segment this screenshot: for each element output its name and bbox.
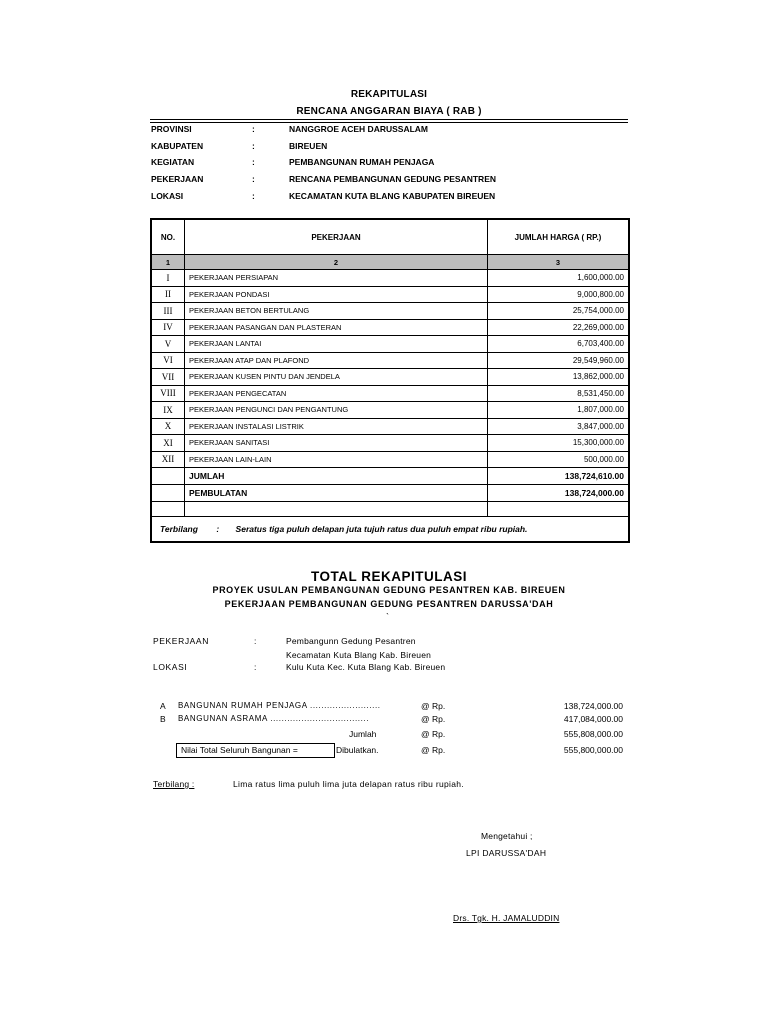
pembulatan-empty-cell bbox=[151, 485, 185, 502]
row-job: PEKERJAAN PENGUNCI DAN PENGANTUNG bbox=[185, 402, 488, 419]
page-title: REKAPITULASI bbox=[350, 89, 428, 100]
mengetahui-label: Mengetahui ; bbox=[481, 831, 533, 841]
pembulatan-label: PEMBULATAN bbox=[185, 485, 488, 502]
blank-row bbox=[151, 502, 629, 517]
row-price: 1,600,000.00 bbox=[488, 270, 630, 287]
row-job: PEKERJAAN PERSIAPAN bbox=[185, 270, 488, 287]
row-price: 13,862,000.00 bbox=[488, 369, 630, 386]
table-row bbox=[151, 319, 629, 336]
row-price: 3,847,000.00 bbox=[488, 418, 630, 435]
info-label-lokasi: LOKASI bbox=[151, 191, 184, 201]
info-label-kabupaten: KABUPATEN bbox=[151, 141, 204, 151]
info-sep-lokasi: : bbox=[252, 191, 255, 201]
row-no: II bbox=[151, 286, 185, 303]
col-header-pekerjaan: PEKERJAAN bbox=[185, 219, 488, 255]
jumlah-total-label: Jumlah bbox=[349, 729, 377, 739]
index-cell: 1 bbox=[151, 255, 185, 270]
rab-table bbox=[150, 218, 630, 543]
table-row bbox=[151, 402, 629, 419]
organization-name: LPI DARUSSA'DAH bbox=[466, 848, 547, 858]
info-value-kabupaten: BIREUEN bbox=[289, 141, 328, 151]
row-no: III bbox=[151, 303, 185, 320]
row-price: 1,807,000.00 bbox=[488, 402, 630, 419]
total-lokasi-label: LOKASI bbox=[153, 662, 188, 672]
terbilang-cell bbox=[151, 517, 629, 543]
row-price: 29,549,960.00 bbox=[488, 352, 630, 369]
nilai-total-box: Nilai Total Seluruh Bangunan = bbox=[176, 743, 335, 758]
table-row bbox=[151, 418, 629, 435]
total-lokasi-value: Kulu Kuta Kec. Kuta Blang Kab. Bireuen bbox=[286, 662, 446, 672]
terbilang-sep: : bbox=[216, 524, 220, 534]
row-no: VII bbox=[151, 369, 185, 386]
info-sep-kabupaten: : bbox=[252, 141, 255, 151]
info-sep-provinsi: : bbox=[252, 124, 255, 134]
tick-mark: ` bbox=[386, 612, 389, 622]
col-header-no: NO. bbox=[151, 219, 185, 255]
table-row bbox=[151, 352, 629, 369]
row-price: 8,531,450.00 bbox=[488, 385, 630, 402]
col-header-harga: JUMLAH HARGA ( RP.) bbox=[488, 219, 630, 255]
table-row bbox=[151, 303, 629, 320]
row-job: PEKERJAAN LANTAI bbox=[185, 336, 488, 353]
info-value-provinsi: NANGGROE ACEH DARUSSALAM bbox=[289, 124, 428, 134]
total-pekerjaan-label: PEKERJAAN bbox=[153, 636, 209, 646]
jumlah-value: 138,724,610.00 bbox=[488, 468, 630, 485]
page-subtitle: RENCANA ANGGARAN BIAYA ( RAB ) bbox=[296, 106, 482, 117]
row-job: PEKERJAAN PENGECATAN bbox=[185, 385, 488, 402]
row-no: XI bbox=[151, 435, 185, 452]
info-label-kegiatan: KEGIATAN bbox=[151, 157, 195, 167]
table-row bbox=[151, 270, 629, 287]
info-label-pekerjaan: PEKERJAAN bbox=[151, 174, 204, 184]
blank-cell bbox=[488, 502, 630, 517]
total-line2: PEKERJAAN PEMBANGUNAN GEDUNG PESANTREN DARUSSA'DAH bbox=[224, 599, 554, 609]
info-value-lokasi: KECAMATAN KUTA BLANG KABUPATEN BIREUEN bbox=[289, 191, 496, 201]
row-job: PEKERJAAN PASANGAN DAN PLASTERAN bbox=[185, 319, 488, 336]
info-label-provinsi: PROVINSI bbox=[151, 124, 192, 134]
dibulatkan-label: Dibulatkan. bbox=[336, 745, 379, 755]
total-pekerjaan-value2: Kecamatan Kuta Blang Kab. Bireuen bbox=[286, 650, 432, 660]
row-no: I bbox=[151, 270, 185, 287]
info-sep-kegiatan: : bbox=[252, 157, 255, 167]
pembulatan-value: 138,724,000.00 bbox=[488, 485, 630, 502]
row-price: 25,754,000.00 bbox=[488, 303, 630, 320]
row-job: PEKERJAAN ATAP DAN PLAFOND bbox=[185, 352, 488, 369]
total-pekerjaan-value1: Pembangunn Gedung Pesantren bbox=[286, 636, 416, 646]
item-code-b: B bbox=[160, 714, 167, 724]
jumlah-label: JUMLAH bbox=[185, 468, 488, 485]
jumlah-total-value: 555,808,000.00 bbox=[563, 729, 623, 739]
row-price: 6,703,400.00 bbox=[488, 336, 630, 353]
terbilang-row bbox=[151, 517, 629, 543]
index-cell: 3 bbox=[488, 255, 630, 270]
total-terbilang-label: Terbilang : bbox=[153, 779, 195, 789]
total-line1: PROYEK USULAN PEMBANGUNAN GEDUNG PESANTREN KAB. BIREUEN bbox=[212, 585, 566, 595]
table-index-row bbox=[151, 255, 629, 270]
row-job: PEKERJAAN LAIN-LAIN bbox=[185, 451, 488, 468]
item-value-a: 138,724,000.00 bbox=[563, 701, 623, 711]
terbilang-text: Seratus tiga puluh delapan juta tujuh ratus dua puluh empat ribu rupiah. bbox=[235, 524, 528, 534]
row-price: 22,269,000.00 bbox=[488, 319, 630, 336]
nilai-total-value: 555,800,000.00 bbox=[563, 745, 623, 755]
total-pekerjaan-sep: : bbox=[254, 636, 257, 646]
table-row bbox=[151, 369, 629, 386]
index-cell: 2 bbox=[185, 255, 488, 270]
table-row bbox=[151, 435, 629, 452]
info-sep-pekerjaan: : bbox=[252, 174, 255, 184]
item-name-a: BANGUNAN RUMAH PENJAGA ......................... bbox=[178, 701, 381, 710]
row-job: PEKERJAAN KUSEN PINTU DAN JENDELA bbox=[185, 369, 488, 386]
item-code-a: A bbox=[160, 701, 167, 711]
row-no: VIII bbox=[151, 385, 185, 402]
row-no: V bbox=[151, 336, 185, 353]
table-row bbox=[151, 451, 629, 468]
table-row bbox=[151, 336, 629, 353]
signer-name: Drs. Tgk. H. JAMALUDDIN bbox=[453, 913, 560, 923]
blank-cell bbox=[185, 502, 488, 517]
table-row bbox=[151, 385, 629, 402]
row-job: PEKERJAAN INSTALASI LISTRIK bbox=[185, 418, 488, 435]
row-price: 9,000,800.00 bbox=[488, 286, 630, 303]
total-terbilang-text: Lima ratus lima puluh lima juta delapan ratus ribu rupiah. bbox=[233, 779, 464, 789]
info-value-pekerjaan: RENCANA PEMBANGUNAN GEDUNG PESANTREN bbox=[289, 174, 497, 184]
row-no: X bbox=[151, 418, 185, 435]
item-rp-b: @ Rp. bbox=[421, 714, 446, 724]
row-no: IV bbox=[151, 319, 185, 336]
terbilang-label: Terbilang bbox=[160, 524, 198, 534]
total-title: TOTAL REKAPITULASI bbox=[310, 569, 467, 584]
total-lokasi-sep: : bbox=[254, 662, 257, 672]
table-header-row bbox=[151, 219, 629, 255]
table-row bbox=[151, 286, 629, 303]
row-job: PEKERJAAN PONDASI bbox=[185, 286, 488, 303]
row-no: VI bbox=[151, 352, 185, 369]
nilai-total-rp: @ Rp. bbox=[421, 745, 446, 755]
jumlah-row bbox=[151, 468, 629, 485]
blank-cell bbox=[151, 502, 185, 517]
item-value-b: 417,084,000.00 bbox=[563, 714, 623, 724]
info-value-kegiatan: PEMBANGUNAN RUMAH PENJAGA bbox=[289, 157, 435, 167]
pembulatan-row bbox=[151, 485, 629, 502]
title-divider-top bbox=[150, 119, 628, 120]
row-no: XII bbox=[151, 451, 185, 468]
item-name-b: BANGUNAN ASRAMA ................................... bbox=[178, 714, 370, 723]
jumlah-empty-cell bbox=[151, 468, 185, 485]
row-job: PEKERJAAN SANITASI bbox=[185, 435, 488, 452]
row-price: 15,300,000.00 bbox=[488, 435, 630, 452]
row-price: 500,000.00 bbox=[488, 451, 630, 468]
row-job: PEKERJAAN BETON BERTULANG bbox=[185, 303, 488, 320]
jumlah-total-rp: @ Rp. bbox=[421, 729, 446, 739]
row-no: IX bbox=[151, 402, 185, 419]
item-rp-a: @ Rp. bbox=[421, 701, 446, 711]
title-divider-bottom bbox=[150, 122, 628, 123]
